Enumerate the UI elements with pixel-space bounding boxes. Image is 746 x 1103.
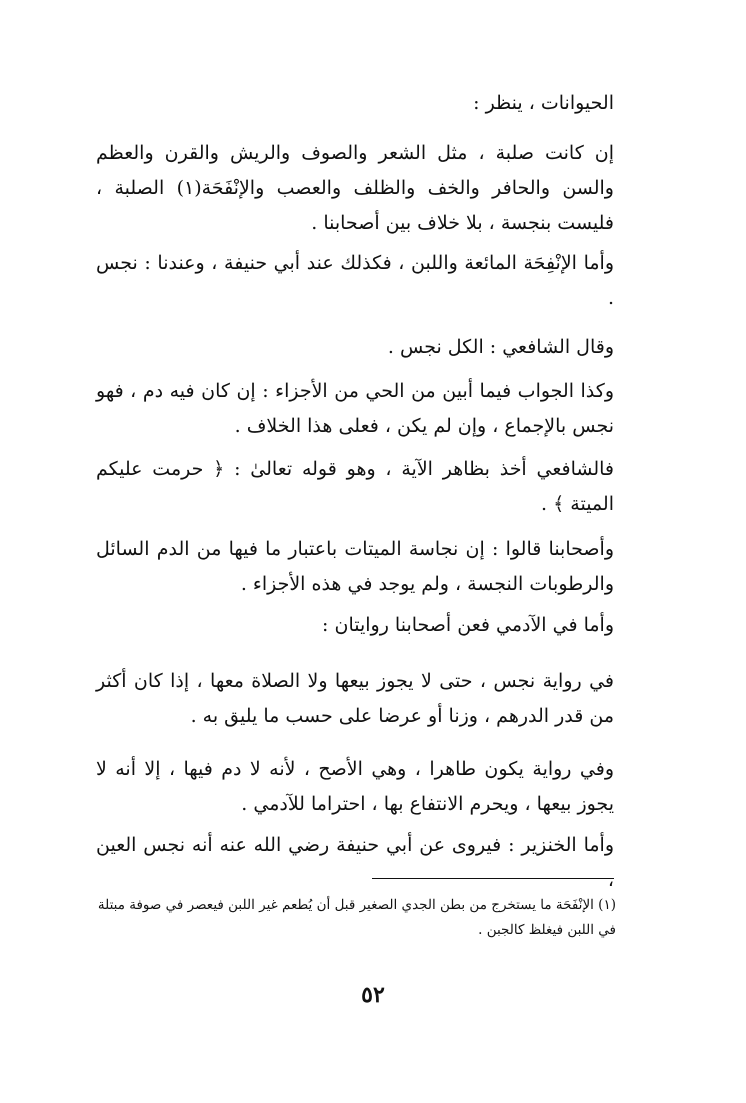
paragraph-3: وأما الإنْفِحَة المائعة واللبن ، فكذلك عند أبي حنيفة ، وعندنا : نجس . <box>96 252 614 309</box>
paragraph-1: الحيوانات ، ينظر : <box>473 92 614 114</box>
paragraph-7: وأصحابنا قالوا : إن نجاسة الميتات باعتبار ما فيها من الدم السائل والرطوبات النجسة ، ولم يوجد في هذه الأجزاء . <box>96 538 614 595</box>
paragraph-6: فالشافعي أخذ بظاهر الآية ، وهو قوله تعالىٰ : ﴿ حرمت عليكم الميتة ﴾ . <box>96 458 614 515</box>
paragraph-2: إن كانت صلبة ، مثل الشعر والصوف والريش والقرن والعظم والسن والحافر والخف والظلف والعصب والإنْفَحَة(١) الصلبة ، فليست بنجسة ، بلا خلاف بين أصحابنا . <box>96 142 614 234</box>
paragraph-5: وكذا الجواب فيما أبين من الحي من الأجزاء : إن كان فيه دم ، فهو نجس بالإجماع ، وإن لم يكن ، فعلى هذا الخلاف . <box>96 380 614 437</box>
paragraph-9: في رواية نجس ، حتى لا يجوز بيعها ولا الصلاة معها ، إذا كان أكثر من قدر الدرهم ، وزنا أو عرضا على حسب ما يليق به . <box>96 670 614 727</box>
paragraph-11: وأما الخنزير : فيروى عن أبي حنيفة رضي الله عنه أنه نجس العين ، <box>96 834 614 891</box>
paragraph-10: وفي رواية يكون طاهرا ، وهي الأصح ، لأنه لا دم فيها ، إلا أنه لا يجوز بيعها ، ويحرم الانتفاع بها ، احتراما للآدمي . <box>96 758 614 815</box>
page-number: ٥٢ <box>361 982 385 1008</box>
footnote: (١) الإنْفَحَة ما يستخرج من بطن الجدي الصغير قبل أن يُطعم غير اللبن فيعصر في صوفة مبتلة في اللبن فيغلظ كالجبن . <box>97 897 616 938</box>
paragraph-4: وقال الشافعي : الكل نجس . <box>387 336 614 358</box>
footnote-divider <box>372 878 614 879</box>
paragraph-8: وأما في الآدمي فعن أصحابنا روايتان : <box>322 614 614 636</box>
